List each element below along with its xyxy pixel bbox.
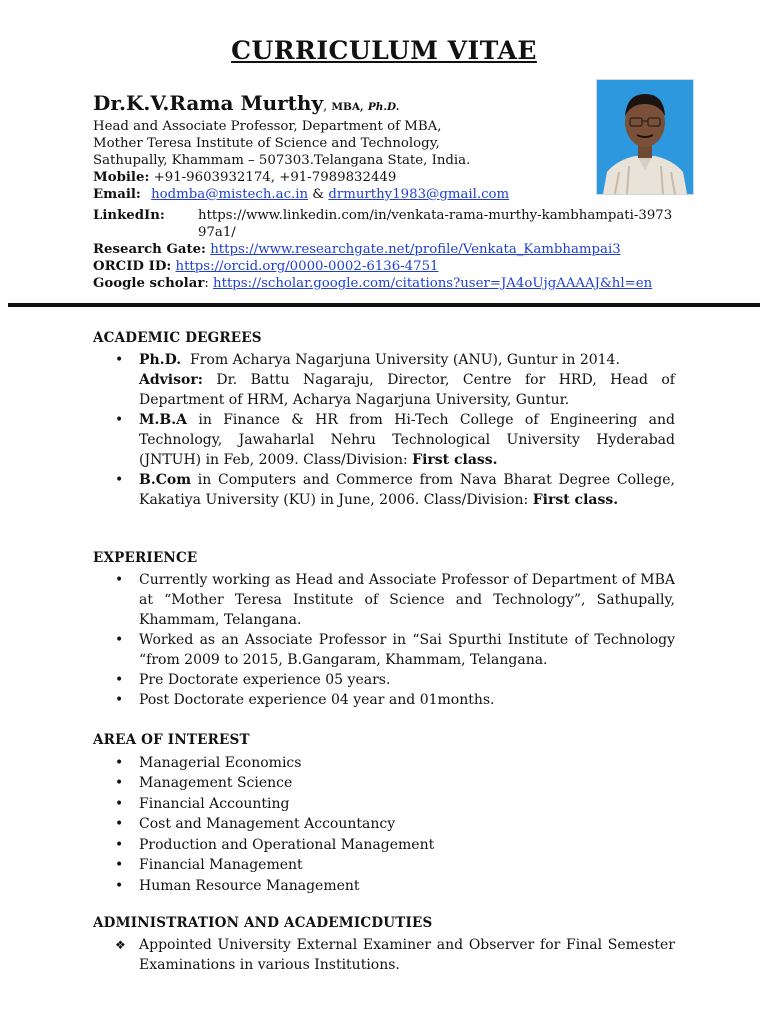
bullet-icon: • xyxy=(115,816,124,832)
orcid-line xyxy=(93,258,683,275)
experience-text: Worked as an Associate Professor in “Sai Spurthi Institute of Technology “from 2009 to 2015, B.Gangaram, Khammam, Telangana. xyxy=(139,632,675,668)
interest-text: Cost and Management Accountancy xyxy=(139,816,396,832)
list-item xyxy=(93,470,675,510)
researchgate-link[interactable]: https://www.researchgate.net/profile/Venkata_Kambhampai3 xyxy=(210,242,621,257)
diamond-bullet-icon: ❖ xyxy=(115,938,126,952)
mobile-line xyxy=(93,169,593,186)
mobile-label: Mobile: xyxy=(93,170,150,185)
address-line: Sathupally, Khammam – 507303.Telangana State, India. xyxy=(93,153,471,168)
admin-heading: ADMINISTRATION AND ACADEMICDUTIES xyxy=(93,915,433,931)
document-title: CURRICULUM VITAE xyxy=(231,36,537,65)
person-name: Dr.K.V.Rama Murthy xyxy=(93,91,324,115)
scholar-link[interactable]: https://scholar.google.com/citations?user=JA4oUjgAAAAJ&hl=en xyxy=(213,276,653,291)
experience-text: Pre Doctorate experience 05 years. xyxy=(139,672,391,688)
list-item xyxy=(93,350,675,410)
experience-text: Post Doctorate experience 04 year and 01months. xyxy=(139,692,495,708)
mba-label: M.B.A xyxy=(139,412,187,428)
academic-section xyxy=(93,328,675,510)
bcom-class: First class. xyxy=(532,492,619,508)
admin-section xyxy=(93,913,675,975)
links-block xyxy=(93,207,683,292)
bullet-icon: • xyxy=(115,857,124,873)
email-label: Email: xyxy=(93,187,141,202)
scholar-line xyxy=(93,275,683,292)
profile-header xyxy=(93,91,593,203)
bullet-icon: • xyxy=(115,632,124,648)
interest-text: Production and Operational Management xyxy=(139,836,435,853)
profile-photo xyxy=(596,79,694,195)
academic-list xyxy=(93,350,675,510)
list-item xyxy=(93,814,675,835)
experience-text: Currently working as Head and Associate Professor of Department of MBA at “Mother Teresa Institute of Science and Technology”, Sathupally, Khammam, Telangana. xyxy=(139,572,675,628)
interest-text: Human Resource Management xyxy=(139,877,360,894)
interest-text: Management Science xyxy=(139,775,293,791)
scholar-label: Google scholar xyxy=(93,276,205,291)
list-item xyxy=(93,835,675,856)
bullet-icon: • xyxy=(115,472,124,488)
institute-line: Mother Teresa Institute of Science and Technology, xyxy=(93,136,440,151)
portrait-image xyxy=(597,80,693,194)
list-item xyxy=(93,855,675,876)
list-item xyxy=(93,410,675,470)
position-line: Head and Associate Professor, Department of MBA, xyxy=(93,119,442,134)
admin-list xyxy=(93,935,675,975)
orcid-label: ORCID ID: xyxy=(93,259,172,274)
name-line xyxy=(93,91,593,116)
phd-label: Ph.D. xyxy=(139,352,182,368)
linkedin-line xyxy=(93,207,683,241)
bullet-icon: • xyxy=(115,692,124,708)
degree-separator: , xyxy=(323,99,328,114)
header-divider xyxy=(8,303,760,307)
list-item xyxy=(93,570,675,630)
interest-list xyxy=(93,753,675,897)
scholar-separator: : xyxy=(204,276,209,291)
bullet-icon: • xyxy=(115,775,124,791)
degree-mba: MBA, xyxy=(331,101,364,113)
phd-text: From Acharya Nagarjuna University (ANU), Guntur in 2014. xyxy=(190,352,620,368)
list-item xyxy=(93,753,675,774)
experience-heading: EXPERIENCE xyxy=(93,550,198,566)
bullet-icon: • xyxy=(115,352,124,368)
researchgate-label: Research Gate: xyxy=(93,242,206,257)
bullet-icon: • xyxy=(115,754,124,771)
list-item xyxy=(93,935,675,975)
bcom-label: B.Com xyxy=(139,472,192,488)
advisor-text: Dr. Battu Nagaraju, Director, Centre for HRD, Head of Department of HRM, Acharya Nagarjuna University, Guntur. xyxy=(139,372,675,408)
list-item xyxy=(93,670,675,690)
interest-heading: AREA OF INTEREST xyxy=(93,732,250,748)
mobile-value: +91-9603932174, +91-7989832449 xyxy=(153,170,397,185)
mba-text: in Finance & HR from Hi-Tech College of Engineering and Technology, Jawaharlal Nehru Technological University Hyderabad (JNTUH) in Feb, 2009. Class/Division: xyxy=(139,412,676,468)
email-line xyxy=(93,186,593,203)
bullet-icon: • xyxy=(115,836,124,853)
researchgate-line xyxy=(93,241,683,258)
linkedin-url[interactable]: https://www.linkedin.com/in/venkata-rama-murthy-kambhampati-397397a1/ xyxy=(198,208,673,240)
degree-phd: Ph.D. xyxy=(367,101,400,113)
interest-text: Financial Management xyxy=(139,857,303,873)
bullet-icon: • xyxy=(115,877,124,894)
list-item xyxy=(93,690,675,710)
orcid-link[interactable]: https://orcid.org/0000-0002-6136-4751 xyxy=(175,259,439,274)
list-item xyxy=(93,773,675,794)
experience-list xyxy=(93,570,675,710)
email-link-2[interactable]: drmurthy1983@gmail.com xyxy=(328,187,510,202)
interest-text: Financial Accounting xyxy=(139,795,290,812)
experience-section xyxy=(93,548,675,710)
mba-class: First class. xyxy=(412,452,498,468)
linkedin-label: LinkedIn: xyxy=(93,208,165,223)
bullet-icon: • xyxy=(115,572,124,588)
list-item xyxy=(93,630,675,670)
bullet-icon: • xyxy=(115,672,124,688)
email-separator: & xyxy=(312,187,325,202)
email-link-1[interactable]: hodmba@mistech.ac.in xyxy=(151,187,309,202)
bullet-icon: • xyxy=(115,412,124,428)
academic-heading: ACADEMIC DEGREES xyxy=(93,330,262,346)
list-item xyxy=(93,794,675,815)
bullet-icon: • xyxy=(115,795,124,812)
list-item xyxy=(93,876,675,897)
interest-text: Managerial Economics xyxy=(139,754,302,771)
advisor-label: Advisor: xyxy=(139,372,203,388)
admin-text: Appointed University External Examiner and Observer for Final Semester Examinations in various Institutions. xyxy=(139,937,675,973)
interest-section xyxy=(93,730,675,896)
bcom-text: in Computers and Commerce from Nava Bharat Degree College, Kakatiya University (KU) in June, 2006. Class/Division: xyxy=(139,472,676,508)
